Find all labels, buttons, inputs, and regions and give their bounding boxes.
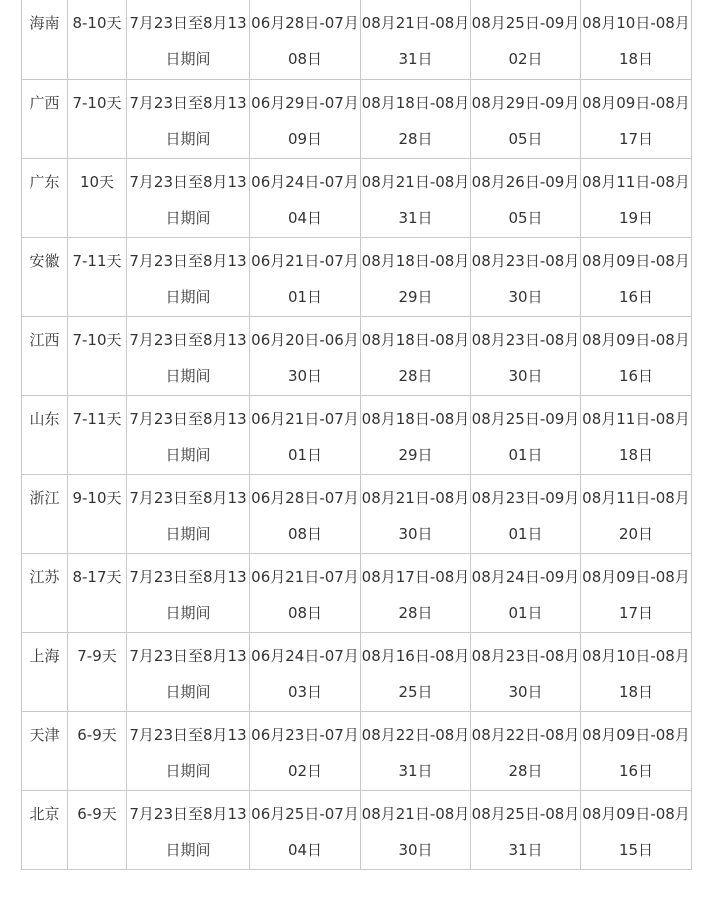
- days-cell: 7-11天: [68, 237, 127, 316]
- date-range-cell: 08月18日-08月29日: [361, 237, 471, 316]
- date-range-cell: 06月21日-07月08日: [250, 553, 361, 632]
- table-row: [22, 79, 692, 158]
- date-range-cell: 06月25日-07月04日: [250, 790, 361, 869]
- table-row: [22, 711, 692, 790]
- date-range-cell: 08月11日-08月18日: [581, 395, 692, 474]
- date-range-cell: 08月25日-09月02日: [471, 0, 581, 79]
- date-range-cell: 06月29日-07月09日: [250, 79, 361, 158]
- date-range-cell: 08月18日-08月28日: [361, 316, 471, 395]
- period-cell: 7月23日至8月13日期间: [127, 237, 250, 316]
- date-range-cell: 08月25日-09月01日: [471, 395, 581, 474]
- period-cell: 7月23日至8月13日期间: [127, 553, 250, 632]
- table-row: [22, 790, 692, 869]
- period-cell: 7月23日至8月13日期间: [127, 0, 250, 79]
- table-row: [22, 553, 692, 632]
- date-range-cell: 08月21日-08月30日: [361, 790, 471, 869]
- date-range-cell: 08月25日-08月31日: [471, 790, 581, 869]
- date-range-cell: 08月11日-08月20日: [581, 474, 692, 553]
- days-cell: 6-9天: [68, 790, 127, 869]
- days-cell: 10天: [68, 158, 127, 237]
- days-cell: 7-10天: [68, 316, 127, 395]
- table-row: [22, 158, 692, 237]
- date-range-cell: 08月09日-08月15日: [581, 790, 692, 869]
- table-row: [22, 632, 692, 711]
- date-range-cell: 06月28日-07月08日: [250, 0, 361, 79]
- date-range-cell: 08月18日-08月28日: [361, 79, 471, 158]
- region-cell: 浙江: [22, 474, 68, 553]
- date-range-cell: 08月21日-08月30日: [361, 474, 471, 553]
- table-row: [22, 237, 692, 316]
- days-cell: 7-9天: [68, 632, 127, 711]
- region-cell: 江苏: [22, 553, 68, 632]
- date-range-cell: 08月10日-08月18日: [581, 632, 692, 711]
- days-cell: 8-10天: [68, 0, 127, 79]
- days-cell: 9-10天: [68, 474, 127, 553]
- region-cell: 海南: [22, 0, 68, 79]
- table-body: [22, 0, 692, 869]
- period-cell: 7月23日至8月13日期间: [127, 711, 250, 790]
- date-range-cell: 06月20日-06月30日: [250, 316, 361, 395]
- region-cell: 北京: [22, 790, 68, 869]
- table-row: [22, 474, 692, 553]
- date-range-cell: 06月21日-07月01日: [250, 237, 361, 316]
- date-range-cell: 08月17日-08月28日: [361, 553, 471, 632]
- region-cell: 山东: [22, 395, 68, 474]
- date-range-cell: 06月23日-07月02日: [250, 711, 361, 790]
- period-cell: 7月23日至8月13日期间: [127, 474, 250, 553]
- table-row: [22, 0, 692, 79]
- table-row: [22, 316, 692, 395]
- region-cell: 天津: [22, 711, 68, 790]
- table-row: [22, 395, 692, 474]
- region-cell: 上海: [22, 632, 68, 711]
- date-range-cell: 08月23日-09月01日: [471, 474, 581, 553]
- date-range-cell: 08月09日-08月16日: [581, 237, 692, 316]
- date-range-cell: 08月09日-08月17日: [581, 553, 692, 632]
- date-range-cell: 08月10日-08月18日: [581, 0, 692, 79]
- date-range-cell: 08月18日-08月29日: [361, 395, 471, 474]
- date-range-cell: 06月21日-07月01日: [250, 395, 361, 474]
- date-range-cell: 08月09日-08月17日: [581, 79, 692, 158]
- period-cell: 7月23日至8月13日期间: [127, 790, 250, 869]
- date-range-cell: 06月28日-07月08日: [250, 474, 361, 553]
- date-range-cell: 08月21日-08月31日: [361, 0, 471, 79]
- date-range-cell: 08月09日-08月16日: [581, 711, 692, 790]
- date-range-cell: 08月23日-08月30日: [471, 316, 581, 395]
- date-range-cell: 08月09日-08月16日: [581, 316, 692, 395]
- period-cell: 7月23日至8月13日期间: [127, 158, 250, 237]
- region-cell: 江西: [22, 316, 68, 395]
- period-cell: 7月23日至8月13日期间: [127, 395, 250, 474]
- period-cell: 7月23日至8月13日期间: [127, 316, 250, 395]
- date-range-cell: 08月22日-08月28日: [471, 711, 581, 790]
- date-range-cell: 06月24日-07月04日: [250, 158, 361, 237]
- date-range-cell: 08月23日-08月30日: [471, 237, 581, 316]
- date-range-cell: 08月16日-08月25日: [361, 632, 471, 711]
- days-cell: 6-9天: [68, 711, 127, 790]
- date-range-cell: 08月24日-09月01日: [471, 553, 581, 632]
- days-cell: 7-11天: [68, 395, 127, 474]
- date-range-cell: 08月22日-08月31日: [361, 711, 471, 790]
- period-cell: 7月23日至8月13日期间: [127, 79, 250, 158]
- region-cell: 广东: [22, 158, 68, 237]
- date-range-cell: 06月24日-07月03日: [250, 632, 361, 711]
- dates-table: [21, 0, 692, 870]
- region-cell: 广西: [22, 79, 68, 158]
- region-cell: 安徽: [22, 237, 68, 316]
- date-range-cell: 08月29日-09月05日: [471, 79, 581, 158]
- date-range-cell: 08月11日-08月19日: [581, 158, 692, 237]
- period-cell: 7月23日至8月13日期间: [127, 632, 250, 711]
- date-range-cell: 08月21日-08月31日: [361, 158, 471, 237]
- date-range-cell: 08月23日-08月30日: [471, 632, 581, 711]
- days-cell: 7-10天: [68, 79, 127, 158]
- days-cell: 8-17天: [68, 553, 127, 632]
- date-range-cell: 08月26日-09月05日: [471, 158, 581, 237]
